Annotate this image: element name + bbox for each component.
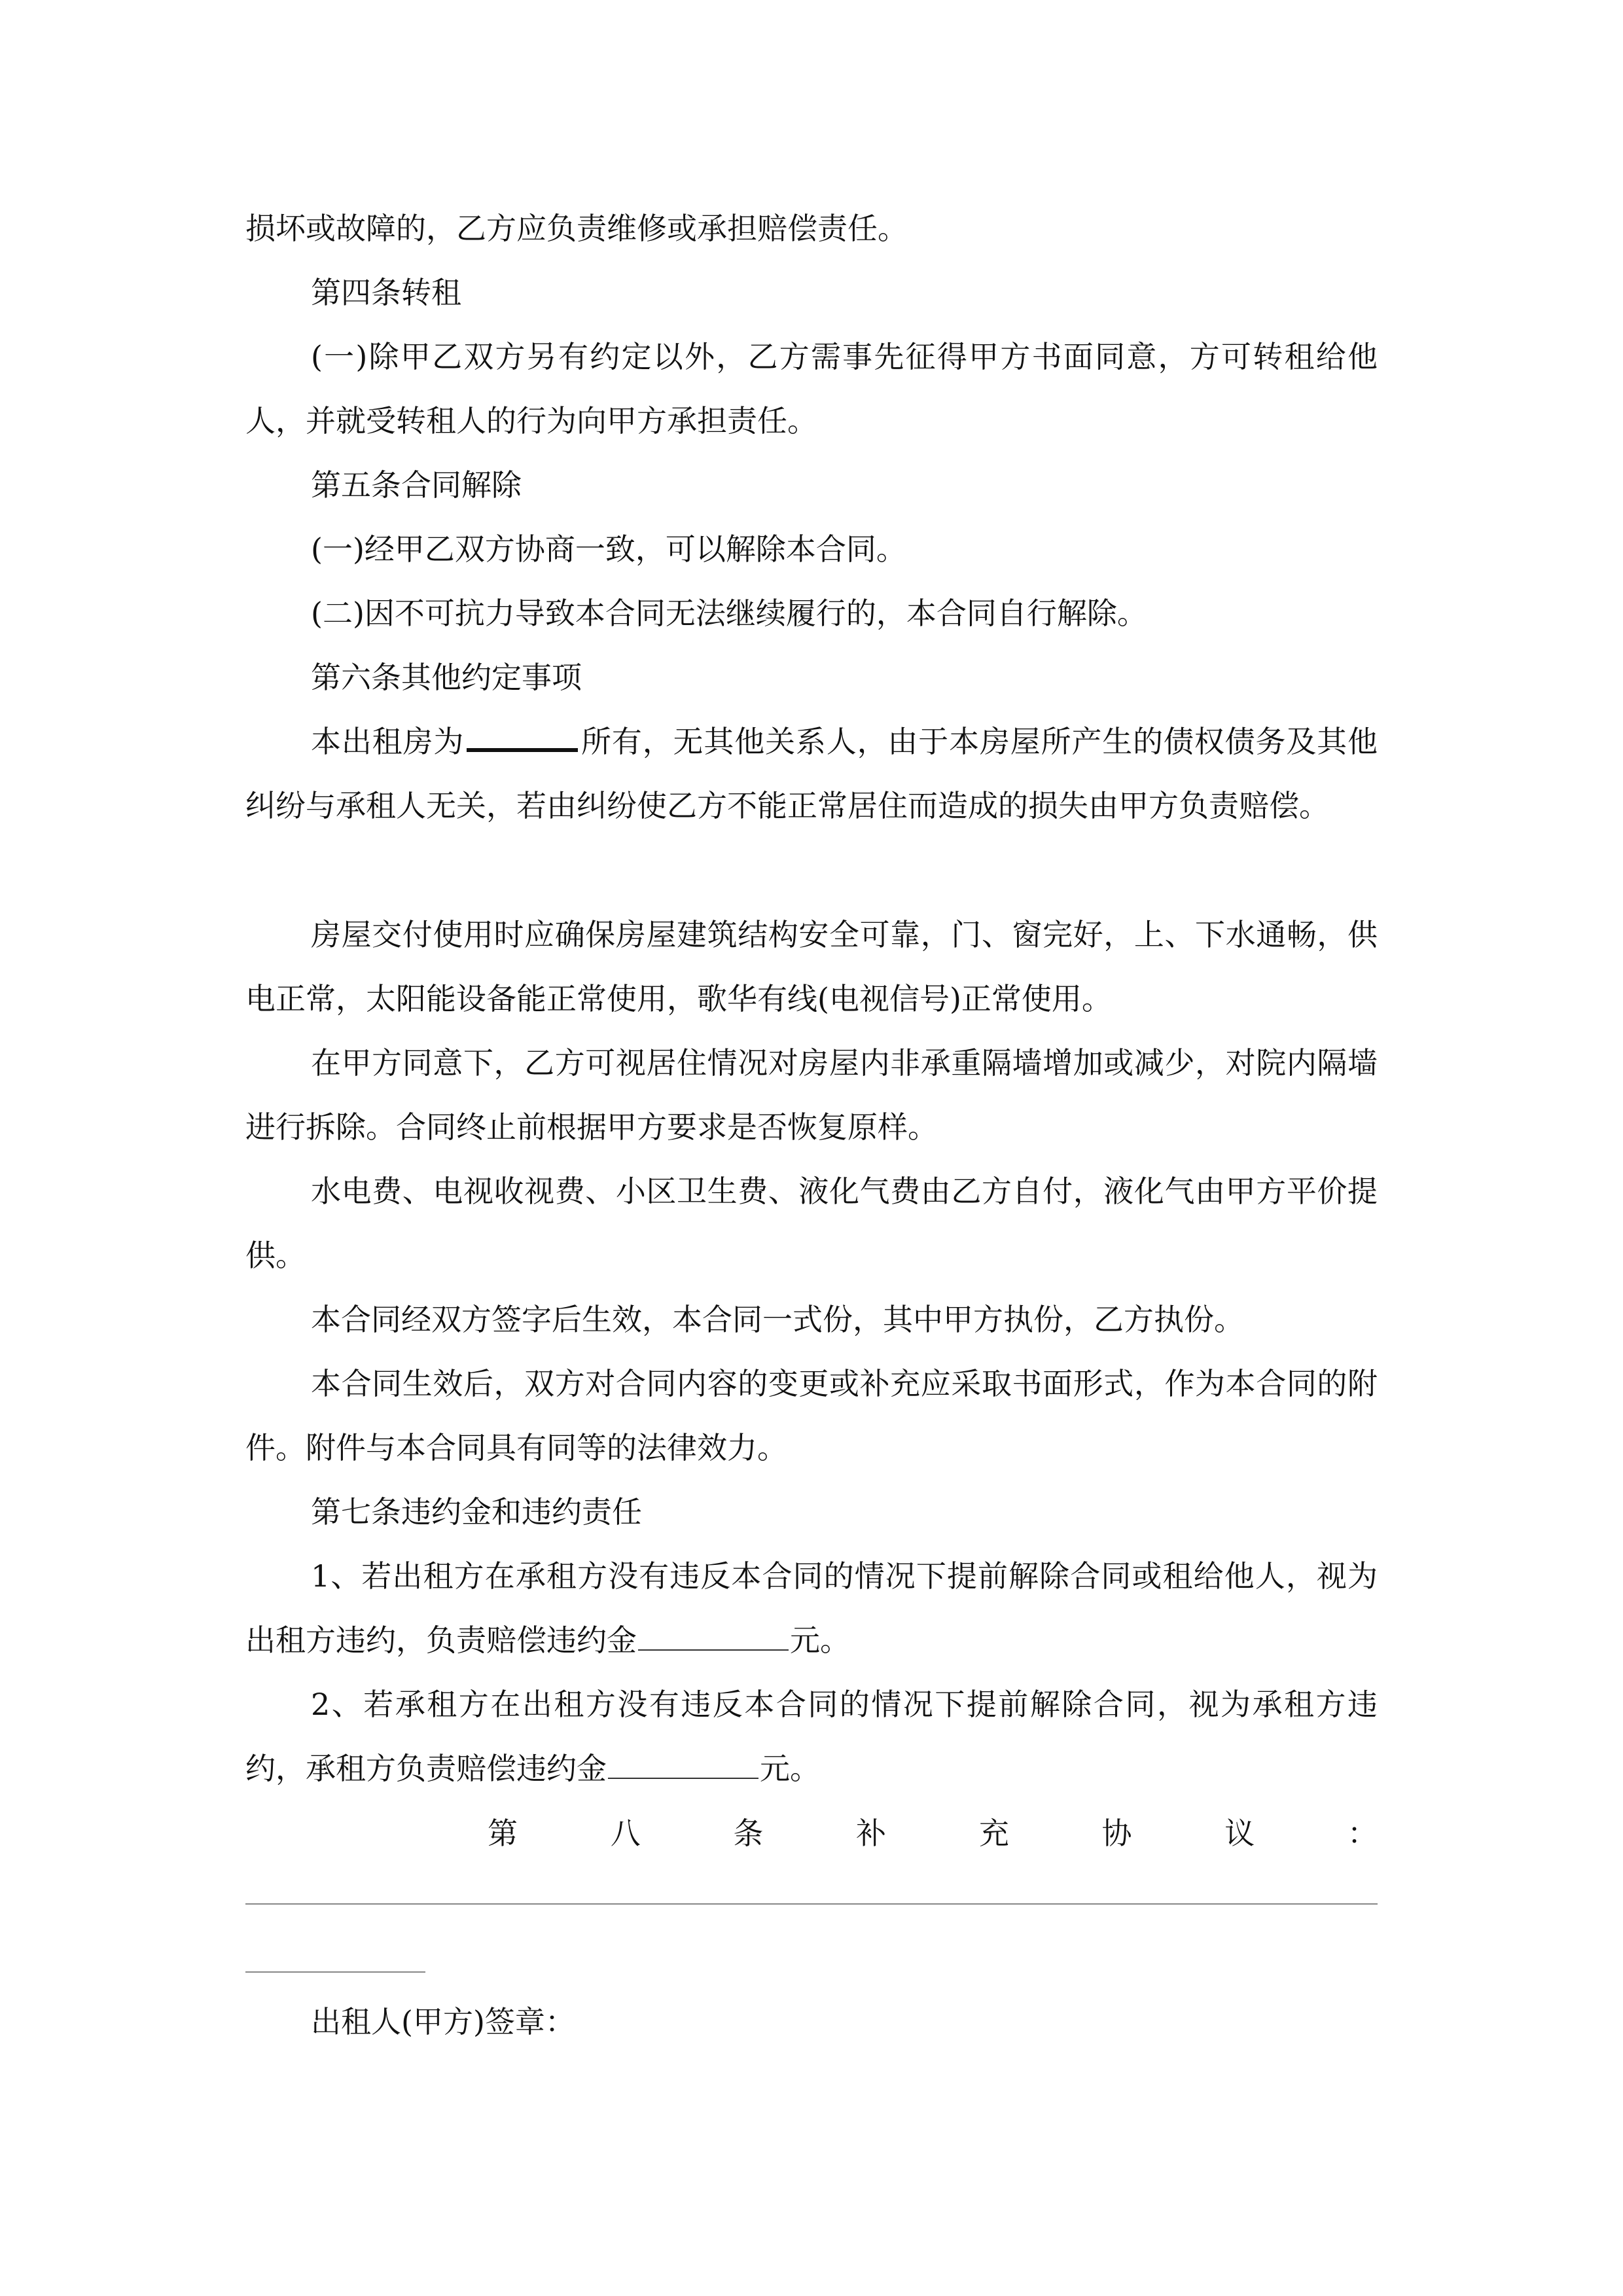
heading-article-7-penalty: 第七条违约金和违约责任: [311, 1494, 642, 1530]
supplementary-agreement-blank-line-short: [245, 1971, 425, 1973]
ownership-text-end: 所有，无其他关系人，由于本房屋所产生的债权债务及其他纠纷与承租人无关，若由纠纷使乙方不能正常居住而造成的损失由甲方负责赔偿。: [245, 724, 1378, 823]
article8-char: 议: [1224, 1816, 1255, 1851]
heading-article-5-termination: 第五条合同解除: [311, 467, 522, 503]
paragraph-sublease-clause-1: (一)除甲乙双方另有约定以外，乙方需事先征得甲方书面同意，方可转租给他人，并就受转租人的行为向甲方承担责任。: [245, 339, 1378, 439]
heading-article-6-other-matters: 第六条其他约定事项: [311, 660, 582, 695]
paragraph-lessor-breach: [245, 1544, 1378, 1672]
paragraph-amendments: 本合同生效后，双方对合同内容的变更或补充应采取书面形式，作为本合同的附件。附件与本合同具有同等的法律效力。: [245, 1366, 1378, 1465]
article8-char: 八: [610, 1816, 641, 1851]
article8-char: 协: [1101, 1816, 1132, 1851]
paragraph-damage-repair: 损坏或故障的，乙方应负责维修或承担赔偿责任。: [245, 211, 908, 246]
heading-article-8-supplementary: [245, 1801, 1378, 1865]
article8-char: ：: [1347, 1816, 1378, 1851]
paragraph-termination-clause-2: (二)因不可抗力导致本合同无法继续履行的，本合同自行解除。: [311, 596, 1147, 631]
article8-char: 条: [733, 1816, 764, 1851]
heading-article-4-sublease: 第四条转租: [311, 275, 461, 310]
owner-name-blank: [467, 731, 578, 752]
article8-char: 补: [856, 1816, 887, 1851]
ownership-text-start: 本出租房为: [311, 724, 465, 759]
article8-char: 第: [488, 1816, 518, 1851]
lessee-breach-text: 2、若承租方在出租方没有违反本合同的情况下提前解除合同，视为承租方违约，承租方负责赔偿违约金: [245, 1687, 1378, 1786]
paragraph-utility-fees: 水电费、电视收视费、小区卫生费、液化气费由乙方自付，液化气由甲方平价提供。: [245, 1174, 1378, 1273]
lessee-breach-unit: 元。: [760, 1751, 820, 1786]
paragraph-termination-clause-1: (一)经甲乙双方协商一致，可以解除本合同。: [311, 531, 906, 567]
lessor-signature-label: 出租人(甲方)签章：: [311, 2004, 575, 2039]
article8-char: 充: [978, 1816, 1009, 1851]
paragraph-effectiveness: 本合同经双方签字后生效，本合同一式份，其中甲方执份，乙方执份。: [311, 1302, 1244, 1337]
lessor-breach-unit: 元。: [790, 1623, 850, 1658]
paragraph-handover-condition: 房屋交付使用时应确保房屋建筑结构安全可靠，门、窗完好，上、下水通畅，供电正常，太阳能设备能正常使用，歌华有线(电视信号)正常使用。: [245, 917, 1378, 1016]
supplementary-agreement-blank-line: [245, 1903, 1378, 1905]
paragraph-partition-wall: 在甲方同意下，乙方可视居住情况对房屋内非承重隔墙增加或减少，对院内隔墙进行拆除。合同终止前根据甲方要求是否恢复原样。: [245, 1045, 1378, 1145]
lessor-penalty-amount-blank: [638, 1632, 789, 1651]
lessee-penalty-amount-blank: [608, 1761, 758, 1779]
paragraph-ownership: [245, 709, 1378, 838]
lessor-breach-text: 1、若出租方在承租方没有违反本合同的情况下提前解除合同或租给他人，视为出租方违约，负责赔偿违约金: [245, 1558, 1378, 1658]
paragraph-lessee-breach: [245, 1672, 1378, 1801]
